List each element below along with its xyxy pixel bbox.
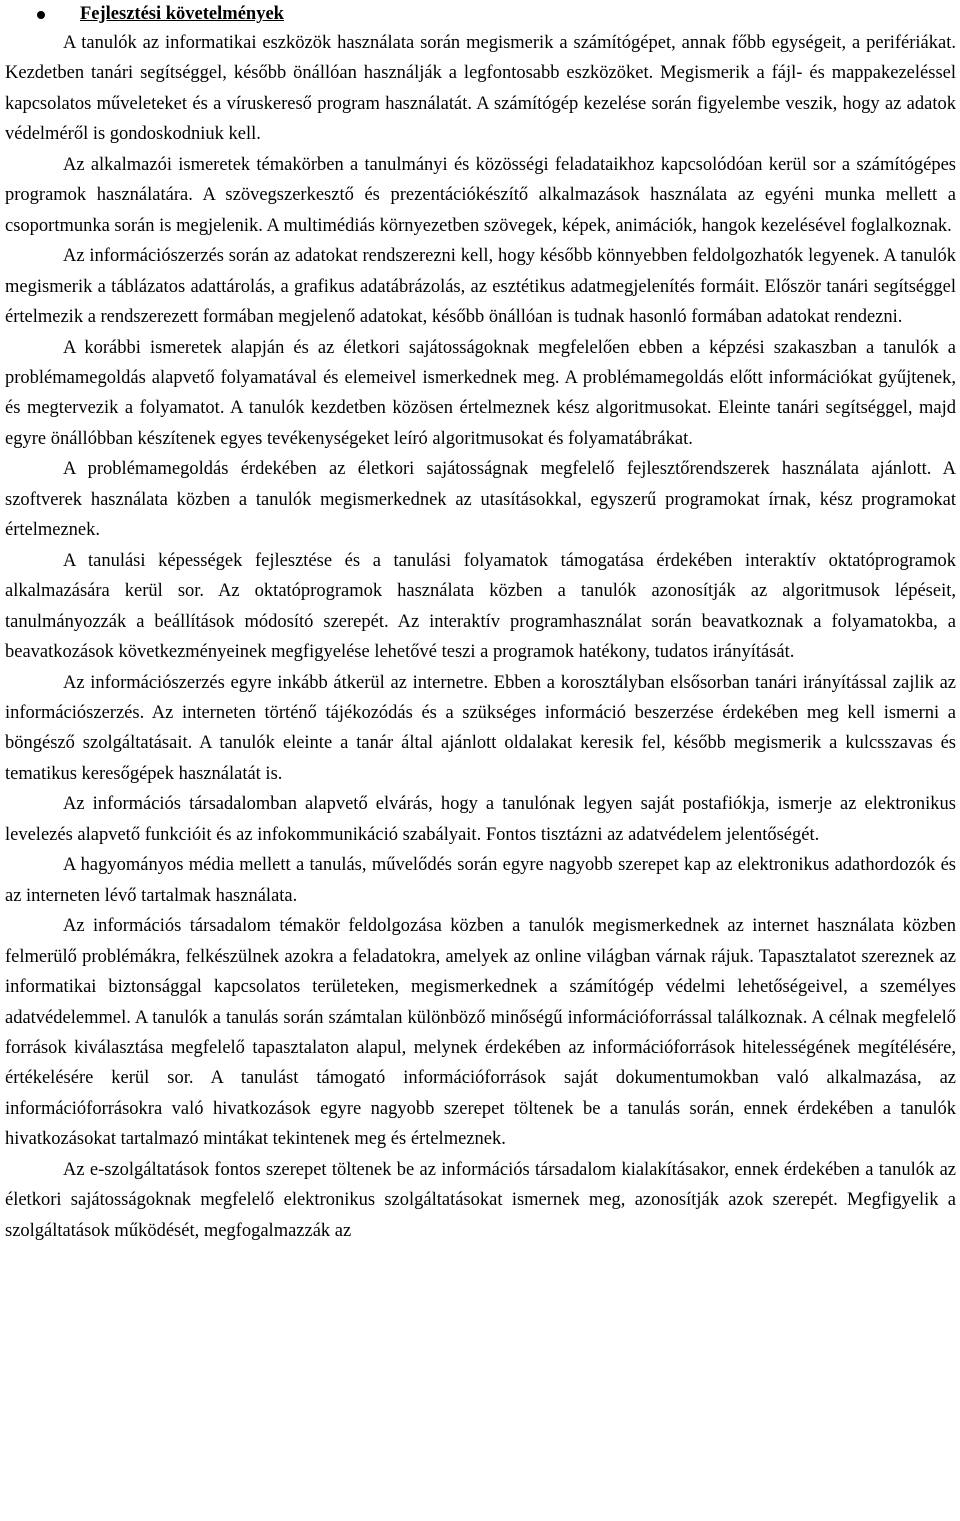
- paragraph-4: A korábbi ismeretek alapján és az életkori sajátosságoknak megfelelően ebben a képzési szakaszban a tanulók a problémamegoldás alapvető folyamatával és elemeivel ismerkednek meg. A problémamegoldás előtt információkat gyűjtenek, és megtervezik a folyamatot. A tanulók kezdetben közösen értelmeznek kész algoritmusokat. Eleinte tanári segítséggel, majd egyre önállóbban készítenek egyes tevékenységeket leíró algoritmusokat és folyamatábrákat.: [5, 337, 956, 449]
- paragraph-11: Az e-szolgáltatások fontos szerepet töltenek be az információs társadalom kialakításakor, ennek érdekében a tanulók az életkori sajátosságoknak megfelelő elektronikus szolgáltatásokat ismernek meg, azonosítják azok szerepét. Megfigyelik a szolgáltatások működését, megfogalmazzák az: [5, 1159, 956, 1241]
- paragraph-8: Az információs társadalomban alapvető elvárás, hogy a tanulónak legyen saját postafiókja, ismerje az elektronikus levelezés alapvető funkcióit és az infokommunikáció szabályait. Fontos tisztázni az adatvédelem jelentőségét.: [5, 794, 956, 845]
- section-heading-row: [5, 0, 956, 28]
- section-heading: Fejlesztési követelmények: [80, 4, 284, 24]
- document-page: [5, 0, 956, 1246]
- paragraph-6: A tanulási képességek fejlesztése és a tanulási folyamatok támogatása érdekében interaktív oktatóprogramok alkalmazására kerül sor. Az oktatóprogramok használata közben a tanulók azonosítják az algoritmusok lépéseit, tanulmányozzák a beállítások módosító szerepét. Az interaktív programhasználat során beavatkoznak a folyamatokba, a beavatkozások következményeinek megfigyelése lehetővé teszi a programok hatékony, tudatos irányítását.: [5, 550, 956, 663]
- paragraph-7: Az információszerzés egyre inkább átkerül az internetre. Ebben a korosztályban elsősorban tanári irányítással zajlik az információszerzés. Az interneten történő tájékozódás és a szükséges információ beszerzése érdekében meg kell ismerni a böngésző szolgáltatásait. A tanulók eleinte a tanár által ajánlott oldalakat keresik fel, később megismerik a kulcsszavas és tematikus keresőgépek használatát is.: [5, 672, 956, 784]
- paragraph-5: A problémamegoldás érdekében az életkori sajátosságnak megfelelő fejlesztőrendszerek használata ajánlott. A szoftverek használata közben a tanulók megismerkednek az utasításokkal, egyszerű programokat írnak, kész programokat értelmeznek.: [5, 459, 956, 541]
- paragraph-3: Az információszerzés során az adatokat rendszerezni kell, hogy később könnyebben feldolgozhatók legyenek. A tanulók megismerik a táblázatos adattárolás, a grafikus adatábrázolás, az esztétikus adatmegjelenítés formáit. Először tanári segítséggel értelmezik a rendszerezett formában megjelenő adatokat, később önállóan is tudnak hasonló formában adatokat rendezni.: [5, 246, 956, 328]
- bullet-icon: [37, 11, 45, 19]
- paragraph-2: Az alkalmazói ismeretek témakörben a tanulmányi és közösségi feladataikhoz kapcsolódóan kerül sor a számítógépes programok használatára. A szövegszerkesztő és prezentációkészítő alkalmazások használata az egyéni munka mellett a csoportmunka során is megjelenik. A multimédiás környezetben szövegek, képek, animációk, hangok kezelésével foglalkoznak.: [5, 154, 956, 236]
- paragraph-9: A hagyományos média mellett a tanulás, művelődés során egyre nagyobb szerepet kap az elektronikus adathordozók és az interneten lévő tartalmak használata.: [5, 855, 956, 906]
- paragraph-10: Az információs társadalom témakör feldolgozása közben a tanulók megismerkednek az internet használata közben felmerülő problémákra, felkészülnek azokra a feladatokra, amelyek az online világban várnak rájuk. Tapasztalatot szereznek az informatikai biztonsággal kapcsolatos területeken, megismerkednek a számítógép védelmi lehetőségeivel, a személyes adatvédelemmel. A tanulók a tanulás során számtalan különböző minőségű információforrással találkoznak. A célnak megfelelő források kiválasztása megfelelő tapasztalaton alapul, melynek érdekében az információforrások hitelességének megítélésére, értékelésére kerül sor. A tanulást támogató információforrások saját dokumentumokban való alkalmazása, az információforrásokra való hivatkozások egyre nagyobb szerepet töltenek be a tanulás során, ennek érdekében a tanulók hivatkozásokat tartalmazó mintákat tekintenek meg és értelmeznek.: [5, 916, 956, 1150]
- paragraph-1: A tanulók az informatikai eszközök használata során megismerik a számítógépet, annak főbb egységeit, a perifériákat. Kezdetben tanári segítséggel, később önállóan használják a legfontosabb eszközöket. Megismerik a fájl- és mappakezeléssel kapcsolatos műveleteket és a víruskereső program használatát. A számítógép kezelése során figyelembe veszik, hogy az adatok védelméről is gondoskodniuk kell.: [5, 33, 956, 145]
